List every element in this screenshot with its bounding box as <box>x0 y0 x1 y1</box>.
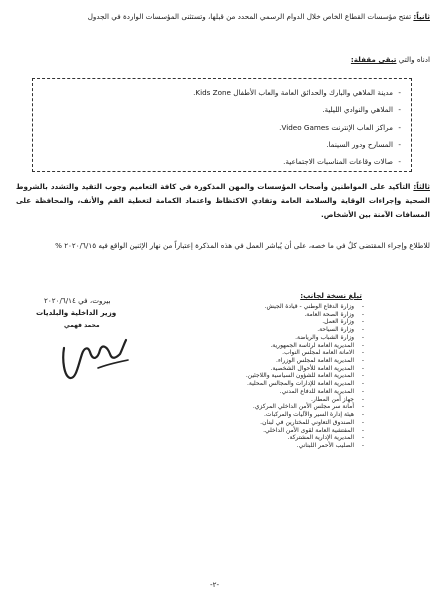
distribution-item: - هيئة إدارة السير والآليات والمركبات. <box>194 411 364 419</box>
distribution-item: - المفتشية العامة لقوى الأمن الداخلي. <box>194 427 364 435</box>
distribution-item: - المديرية العامة لرئاسة الجمهورية. <box>194 342 364 350</box>
closing-paragraph: للاطلاع وإجراء المقتضى كلٌ في ما خصه، على أن يُباشر العمل في هذه المذكرة إعتباراً من نهار الإثنين الواقع فيه ٢٠٢٠/٦/١٥ % <box>55 241 430 250</box>
item3-label: ثالثاً: <box>413 182 430 191</box>
item3-paragraph <box>16 180 430 222</box>
distribution-item: - أمانة سر مجلس الأمن الداخلي المركزي. <box>194 403 364 411</box>
item2-label: ثانياً: <box>413 12 430 21</box>
item2-line2-text: ادناه والتي <box>396 55 430 64</box>
closed-item: - صالات وقاعات المناسبات الاجتماعية. <box>33 153 401 170</box>
distribution-item: - وزارة العمل. <box>194 318 364 326</box>
distribution-item: - المديرية العامة للإدارات والمجالس المحلية. <box>194 380 364 388</box>
distribution-item: - وزارة السياحة. <box>194 326 364 334</box>
distribution-item: - الامانة العامة لمجلس النواب. <box>194 349 364 357</box>
closed-item: - مدينة الملاهي والبارك والحدائق العامة والعاب الأطفال Kids Zone. <box>33 84 401 101</box>
page-number: -٢- <box>210 580 220 589</box>
distribution-list <box>194 303 364 450</box>
item2-closed-heading: تبقى مقفلة: <box>350 55 397 64</box>
item2-line1 <box>88 12 430 21</box>
distribution-item: - المديرية العامة للأحوال الشخصية. <box>194 365 364 373</box>
distribution-item: - جهاز أمن المطار. <box>194 396 364 404</box>
signatory-name: محمد فهمي <box>64 322 100 329</box>
distribution-item: - المديرية العامة لمجلس الوزراء. <box>194 357 364 365</box>
distribution-item: - الصندوق التعاوني للمختارين في لبنان. <box>194 419 364 427</box>
distribution-heading: تبلغ نسخة لجانب: <box>300 291 362 300</box>
item2-line2 <box>351 55 430 64</box>
distribution-item: - المديرية العامة للدفاع المدني. <box>194 388 364 396</box>
item3-text: التأكيد على المواطنين وأصحاب المؤسسات والمهن المذكورة في كافة التعاميم وجوب التقيد والتشدد بالشروط الصحية وإجراءات الوقاية والسلامة العامة وتفادي الاكتظاظ واعتماد الكمامة لتغطية الفم والأنف، والمحافظة على المسافات الآمنة بين الأشخاص. <box>16 182 430 219</box>
handwritten-signature <box>60 334 130 382</box>
closed-item: - مراكز العاب الإنترنت Video Games. <box>33 119 401 136</box>
distribution-item: - الصليب الأحمر اللبناني. <box>194 442 364 450</box>
closed-establishments-list <box>33 79 411 170</box>
distribution-item: - المديرية العامة للشؤون السياسية واللاجئين. <box>194 372 364 380</box>
closed-item: - المسارح ودور السينما. <box>33 136 401 153</box>
signatory-title: وزير الداخلية والبلديات <box>36 308 117 317</box>
closed-establishments-box <box>32 78 412 172</box>
distribution-item: - وزارة الدفاع الوطني - قيادة الجيش. <box>194 303 364 311</box>
place-date: بيروت، في ٢٠٢٠/٦/١٤ <box>44 296 111 305</box>
distribution-item: - وزارة الشباب والرياضة. <box>194 334 364 342</box>
distribution-item: - وزارة الصحة العامة. <box>194 311 364 319</box>
item2-text: تفتح مؤسسات القطاع الخاص خلال الدوام الرسمي المحدد من قبلها، وتستثنى المؤسسات الواردة في الجدول <box>87 12 412 21</box>
closed-item: - الملاهي والنوادي الليلية. <box>33 101 401 118</box>
distribution-item: - المديرية الإدارية المشتركة. <box>194 434 364 442</box>
